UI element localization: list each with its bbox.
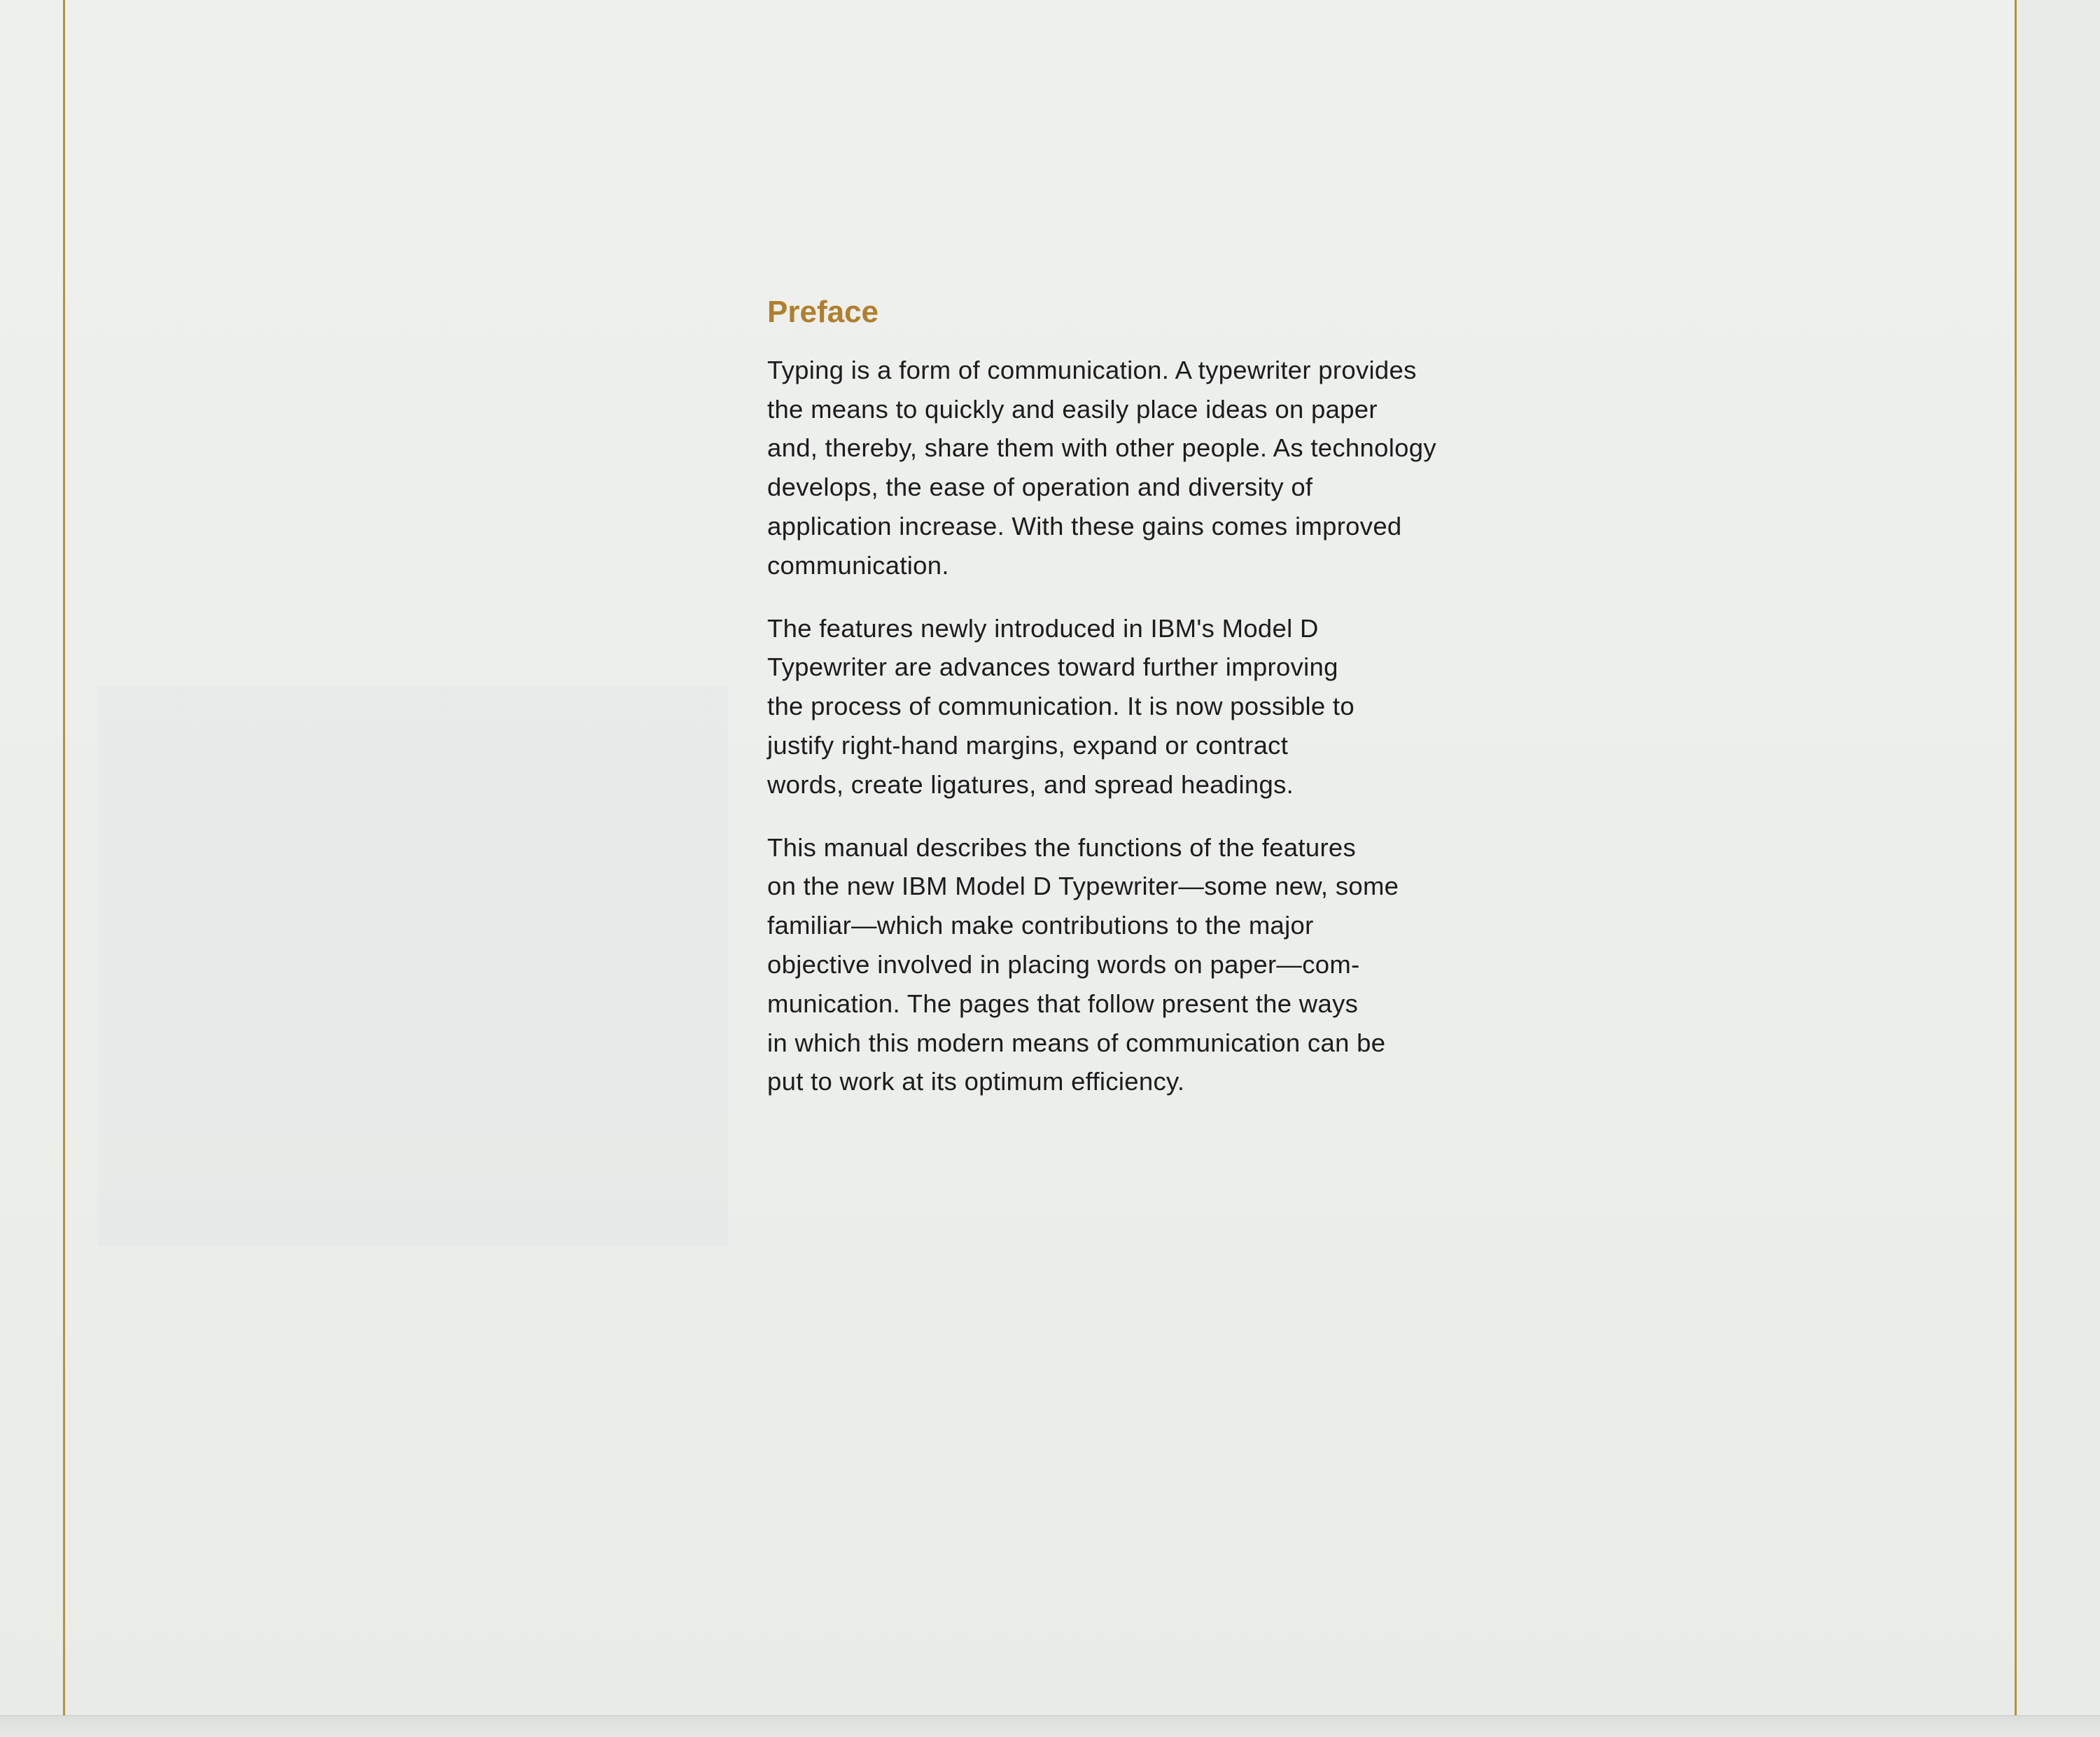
paragraph-1: Typing is a form of communication. A typewriter provides the means to quickly and easily place ideas on paper and, thereby, share them with other people. As technology develops, the ease of operation and diversity of application increase. With these gains comes improved communication. (767, 355, 1436, 580)
preface-section (767, 294, 1551, 1125)
adjacent-page-edge (2017, 0, 2100, 1736)
left-margin-rule (63, 0, 65, 1717)
show-through-shadow (98, 686, 728, 1246)
paragraph-2: The features newly introduced in IBM's Model D Typewriter are advances toward further improving the process of communication. It is now possible to justify right-hand margins, expand or contract words, create ligatures, and spread headings. (767, 613, 1354, 799)
right-margin-rule (2015, 0, 2017, 1736)
page-title: Preface (767, 295, 879, 329)
paragraph-3: This manual describes the functions of the features on the new IBM Model D Typewriter—some new, some familiar—which make contributions to the major objective involved in placing words on paper—com- munication. The pages that follow present the ways in which this modern means of communication can be put to work at its optimum efficiency. (767, 832, 1399, 1096)
page-bottom-edge (0, 1715, 2100, 1737)
